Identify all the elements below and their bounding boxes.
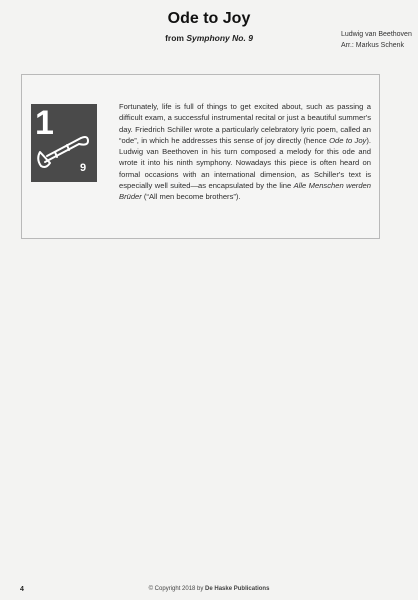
- level-badge: [31, 104, 97, 182]
- description-emphasis-2: Alle Menschen werden Brüder: [119, 181, 371, 202]
- description-text: [119, 101, 371, 203]
- description-part-1: Fortunately, life is full of things to get excited about, such as passing a difficult exam, a successful instrumental recital or just a beautiful summer's day. Friedrich Schiller wrote a particularly celebratory lyric poem, called an “ode”, in which he addresses this sense of joy directly (hence: [119, 102, 371, 145]
- description-emphasis-1: Ode to Joy: [329, 135, 367, 145]
- arranger-credit: Arr.: Markus Schenk: [341, 42, 405, 49]
- level-number: 1: [35, 104, 54, 142]
- description-part-2: ). Ludwig van Beethoven in his turn composed a melody for this ode and wrote it into his ninth symphony. Nowadays this piece is often heard on formal occasions with an international dimension, as Schiller's text is especially well suited—as encapsulated by the line: [119, 135, 371, 191]
- composer-credit: Ludwig van Beethoven: [341, 31, 412, 38]
- description-part-3: (“All men become brothers”).: [141, 192, 241, 202]
- piece-title: Ode to Joy: [167, 10, 251, 27]
- copyright-notice: [0, 586, 418, 592]
- level-sub-number: 9: [80, 162, 87, 174]
- subtitle-prefix: from: [165, 33, 187, 43]
- publisher-name: De Haske Publications: [205, 586, 270, 592]
- subtitle-work: Symphony No. 9: [186, 33, 253, 43]
- page-number: 4: [20, 586, 24, 593]
- copyright-prefix: © Copyright 2018 by: [148, 586, 206, 592]
